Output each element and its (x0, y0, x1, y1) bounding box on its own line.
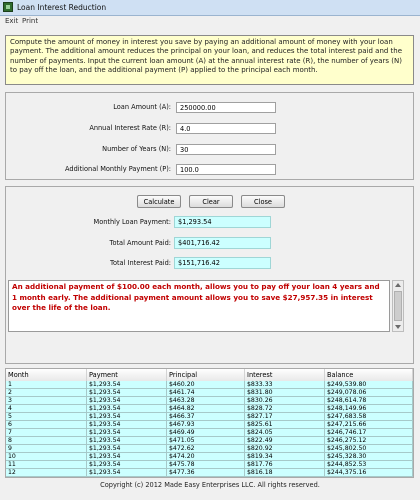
cell-month: 2 (6, 389, 87, 397)
column-header-balance[interactable]: Balance (325, 369, 413, 381)
cell-month: 12 (6, 469, 87, 477)
cell-month: 1 (6, 381, 87, 389)
monthly-payment-label: Monthly Loan Payment: (93, 218, 171, 226)
results-panel (5, 186, 414, 364)
total-interest-value: $151,716.42 (174, 257, 271, 269)
cell-balance: $246,275.12 (325, 437, 413, 445)
table-row[interactable] (6, 445, 413, 453)
cell-principal: $464.82 (167, 405, 245, 413)
cell-balance: $248,149.96 (325, 405, 413, 413)
cell-payment: $1,293.54 (87, 437, 167, 445)
cell-payment: $1,293.54 (87, 413, 167, 421)
table-row[interactable] (6, 405, 413, 413)
amortization-table (5, 368, 414, 478)
table-row[interactable] (6, 469, 413, 477)
cell-balance: $244,852.53 (325, 461, 413, 469)
menu-exit[interactable]: Exit (5, 17, 19, 25)
cell-month: 10 (6, 453, 87, 461)
cell-payment: $1,293.54 (87, 421, 167, 429)
cell-interest: $825.61 (245, 421, 325, 429)
cell-payment: $1,293.54 (87, 453, 167, 461)
cell-month: 3 (6, 397, 87, 405)
table-row[interactable] (6, 461, 413, 469)
column-header-principal[interactable]: Principal (167, 369, 245, 381)
column-header-interest[interactable]: Interest (245, 369, 325, 381)
total-amount-label: Total Amount Paid: (109, 239, 171, 247)
loan-amount-label: Loan Amount (A): (113, 103, 171, 111)
additional-payment-label: Additional Monthly Payment (P): (65, 165, 171, 173)
cell-payment: $1,293.54 (87, 381, 167, 389)
cell-month: 5 (6, 413, 87, 421)
cell-balance: $248,614.78 (325, 397, 413, 405)
window-title: Loan Interest Reduction (17, 3, 107, 12)
cell-balance: $249,078.06 (325, 389, 413, 397)
additional-payment-input[interactable] (176, 164, 276, 175)
cell-principal: $461.74 (167, 389, 245, 397)
cell-payment: $1,293.54 (87, 429, 167, 437)
table-row[interactable] (6, 397, 413, 405)
copyright-footer: Copyright (c) 2012 Made Easy Enterprises LLC. All rights reserved. (100, 481, 320, 489)
cell-balance: $246,746.17 (325, 429, 413, 437)
clear-button[interactable]: Clear (189, 195, 233, 208)
cell-principal: $463.28 (167, 397, 245, 405)
cell-interest: $819.34 (245, 453, 325, 461)
years-label: Number of Years (N): (102, 145, 171, 153)
scroll-down-icon[interactable] (395, 325, 401, 329)
cell-principal: $469.49 (167, 429, 245, 437)
cell-interest: $822.49 (245, 437, 325, 445)
cell-principal: $475.78 (167, 461, 245, 469)
cell-payment: $1,293.54 (87, 445, 167, 453)
cell-interest: $820.92 (245, 445, 325, 453)
total-amount-value: $401,716.42 (174, 237, 271, 249)
cell-interest: $830.26 (245, 397, 325, 405)
cell-interest: $827.17 (245, 413, 325, 421)
cell-interest: $824.05 (245, 429, 325, 437)
title-bar (0, 0, 420, 16)
cell-balance: $247,215.66 (325, 421, 413, 429)
cell-principal: $471.05 (167, 437, 245, 445)
cell-payment: $1,293.54 (87, 461, 167, 469)
cell-month: 9 (6, 445, 87, 453)
table-row[interactable] (6, 437, 413, 445)
cell-principal: $474.20 (167, 453, 245, 461)
description-text: Compute the amount of money in interest you save by paying an additional amount of money with your loan payment. The additional amount reduces the principal on your loan, and reduces the total interest paid and the number of payments. Input the current loan amount (A) at the annual interest rate (R), the number of years (N) to pay off the loan, and the additional payment (P) applied to the principal each month. (5, 35, 414, 85)
cell-balance: $245,328.30 (325, 453, 413, 461)
table-row[interactable] (6, 389, 413, 397)
menu-print[interactable]: Print (22, 17, 39, 25)
table-row[interactable] (6, 429, 413, 437)
cell-principal: $460.20 (167, 381, 245, 389)
table-row[interactable] (6, 413, 413, 421)
input-panel (5, 92, 414, 180)
total-interest-label: Total Interest Paid: (110, 259, 171, 267)
loan-amount-input[interactable] (176, 102, 276, 113)
cell-interest: $831.80 (245, 389, 325, 397)
savings-message: An additional payment of $100.00 each month, allows you to pay off your loan 4 years and 1 month early. The additional payment amount allows you to save $27,957.35 in interest over the life of the loan. (8, 280, 390, 332)
cell-balance: $247,683.58 (325, 413, 413, 421)
cell-month: 4 (6, 405, 87, 413)
cell-principal: $466.37 (167, 413, 245, 421)
cell-balance: $245,802.50 (325, 445, 413, 453)
cell-principal: $472.62 (167, 445, 245, 453)
cell-payment: $1,293.54 (87, 469, 167, 477)
cell-interest: $816.18 (245, 469, 325, 477)
scroll-thumb[interactable] (394, 291, 402, 321)
cell-payment: $1,293.54 (87, 397, 167, 405)
cell-payment: $1,293.54 (87, 389, 167, 397)
cell-balance: $244,375.16 (325, 469, 413, 477)
column-header-month[interactable]: Month (6, 369, 87, 381)
cell-principal: $477.36 (167, 469, 245, 477)
table-body (6, 381, 413, 477)
interest-rate-label: Annual Interest Rate (R): (89, 124, 171, 132)
cell-interest: $833.33 (245, 381, 325, 389)
cell-month: 11 (6, 461, 87, 469)
cell-month: 8 (6, 437, 87, 445)
calculate-button[interactable]: Calculate (137, 195, 181, 208)
cell-principal: $467.93 (167, 421, 245, 429)
cell-month: 6 (6, 421, 87, 429)
cell-payment: $1,293.54 (87, 405, 167, 413)
cell-balance: $249,539.80 (325, 381, 413, 389)
table-row[interactable] (6, 453, 413, 461)
years-input[interactable] (176, 144, 276, 155)
interest-rate-input[interactable] (176, 123, 276, 134)
app-icon (3, 2, 13, 12)
table-row[interactable] (6, 381, 413, 389)
cell-interest: $817.76 (245, 461, 325, 469)
scroll-up-icon[interactable] (395, 283, 401, 287)
monthly-payment-value: $1,293.54 (174, 216, 271, 228)
column-header-payment[interactable]: Payment (87, 369, 167, 381)
menu-bar (0, 16, 420, 28)
message-scrollbar[interactable] (392, 280, 404, 332)
cell-month: 7 (6, 429, 87, 437)
close-button[interactable]: Close (241, 195, 285, 208)
table-row[interactable] (6, 421, 413, 429)
cell-interest: $828.72 (245, 405, 325, 413)
